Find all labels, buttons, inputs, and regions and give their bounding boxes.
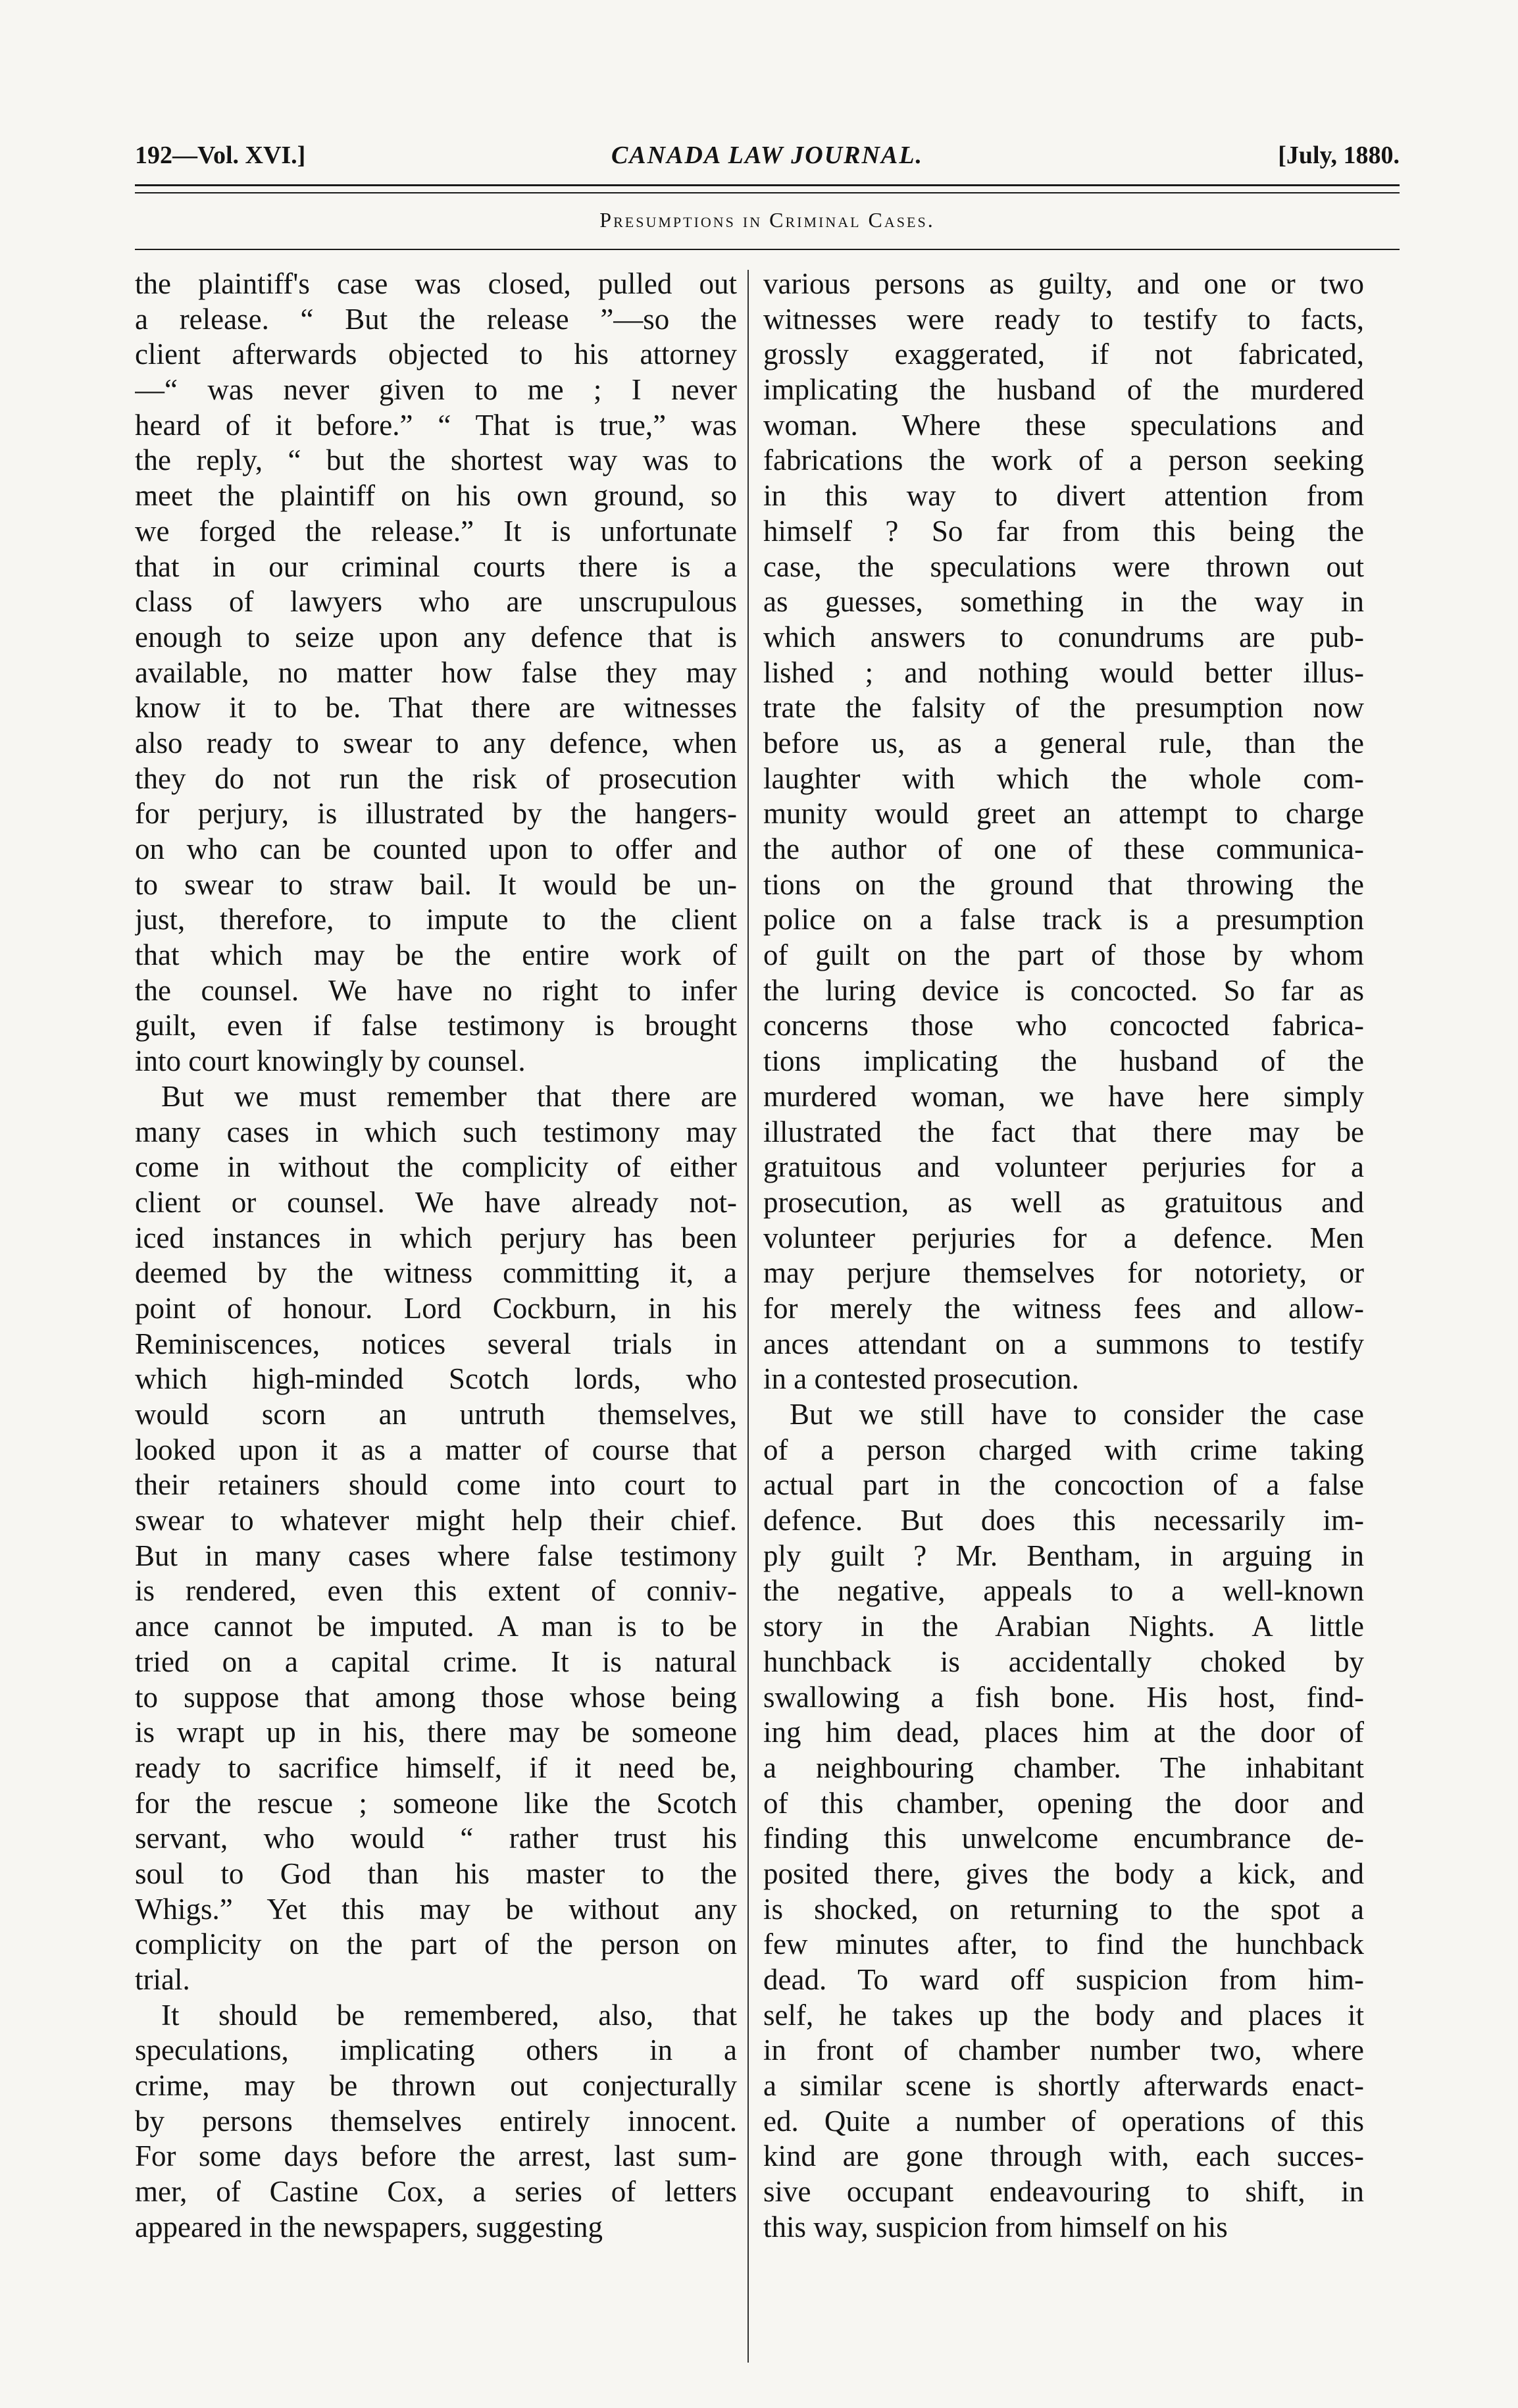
text-line: also ready to swear to any defence, when bbox=[135, 726, 737, 759]
text-line: ready to sacrifice himself, if it need be, bbox=[135, 1751, 737, 1784]
text-line: servant, who would “ rather trust his bbox=[135, 1822, 737, 1855]
text-line: gratuitous and volunteer perjuries for a bbox=[763, 1150, 1364, 1184]
text-line: which high-minded Scotch lords, who bbox=[135, 1362, 737, 1396]
text-line: —“ was never given to me ; I never bbox=[135, 373, 737, 407]
text-line: Whigs.” Yet this may be without any bbox=[135, 1892, 737, 1926]
text-line: ply guilt ? Mr. Bentham, in arguing in bbox=[763, 1539, 1364, 1572]
text-line: is shocked, on returning to the spot a bbox=[763, 1892, 1364, 1926]
issue-date: [July, 1880. bbox=[1278, 141, 1400, 169]
text-line: But we must remember that there are bbox=[161, 1079, 737, 1113]
text-line: as guesses, something in the way in bbox=[763, 585, 1364, 619]
text-line: that which may be the entire work of bbox=[135, 938, 737, 972]
text-line: various persons as guilty, and one or two bbox=[763, 267, 1364, 300]
text-line: is rendered, even this extent of conniv- bbox=[135, 1574, 737, 1608]
text-line: a neighbouring chamber. The inhabitant bbox=[763, 1751, 1364, 1784]
text-line: Reminiscences, notices several trials in bbox=[135, 1327, 737, 1360]
text-line: for perjury, is illustrated by the hangers- bbox=[135, 797, 737, 831]
text-line: client or counsel. We have already not- bbox=[135, 1185, 737, 1219]
text-line: this way, suspicion from himself on his bbox=[763, 2210, 1228, 2243]
text-line: the author of one of these communica- bbox=[763, 833, 1364, 865]
header-rule-thin bbox=[135, 192, 1400, 193]
text-line: ing him dead, places him at the door of bbox=[763, 1716, 1364, 1749]
text-line: kind are gone through with, each succes- bbox=[763, 2139, 1364, 2173]
text-line: fabrications the work of a person seeking bbox=[763, 444, 1364, 477]
text-line: speculations, implicating others in a bbox=[135, 2034, 737, 2067]
text-line: is wrapt up in his, there may be someone bbox=[135, 1716, 737, 1749]
text-line: many cases in which such testimony may bbox=[135, 1115, 737, 1148]
text-line: for the rescue ; someone like the Scotch bbox=[135, 1786, 737, 1820]
text-line: of this chamber, opening the door and bbox=[763, 1786, 1364, 1820]
text-line: iced instances in which perjury has been bbox=[135, 1221, 737, 1254]
text-line: crime, may be thrown out conjecturally bbox=[135, 2069, 737, 2103]
text-line: in a contested prosecution. bbox=[763, 1362, 1079, 1396]
text-line: on who can be counted upon to offer and bbox=[135, 833, 737, 865]
text-line: to suppose that among those whose being bbox=[135, 1680, 737, 1714]
text-line: soul to God than his master to the bbox=[135, 1857, 737, 1890]
text-line: self, he takes up the body and places it bbox=[763, 1998, 1364, 2032]
text-line: we forged the release.” It is unfortunate bbox=[135, 514, 737, 548]
text-line: in this way to divert attention from bbox=[763, 479, 1364, 513]
text-line: trate the falsity of the presumption now bbox=[763, 691, 1364, 725]
text-line: deemed by the witness committing it, a bbox=[135, 1256, 737, 1290]
text-line: actual part in the concoction of a false bbox=[763, 1468, 1364, 1502]
text-line: point of honour. Lord Cockburn, in his bbox=[135, 1291, 737, 1325]
text-line: murdered woman, we have here simply bbox=[763, 1079, 1364, 1113]
text-line: It should be remembered, also, that bbox=[161, 1998, 737, 2032]
text-line: case, the speculations were thrown out bbox=[763, 550, 1364, 583]
text-line: looked upon it as a matter of course that bbox=[135, 1433, 737, 1466]
text-line: grossly exaggerated, if not fabricated, bbox=[763, 338, 1364, 371]
text-line: come in without the complicity of either bbox=[135, 1150, 737, 1184]
text-line: dead. To ward off suspicion from him- bbox=[763, 1963, 1364, 1996]
text-line: in front of chamber number two, where bbox=[763, 2034, 1364, 2067]
text-line: But in many cases where false testimony bbox=[135, 1539, 737, 1572]
text-line: a similar scene is shortly afterwards enact- bbox=[763, 2069, 1364, 2103]
text-line: the reply, “ but the shortest way was to bbox=[135, 444, 737, 477]
text-line: class of lawyers who are unscrupulous bbox=[135, 585, 737, 619]
page-volume-label: 192—Vol. XVI.] bbox=[135, 141, 306, 169]
text-line: swear to whatever might help their chief. bbox=[135, 1504, 737, 1537]
text-line: the negative, appeals to a well-known bbox=[763, 1574, 1364, 1608]
text-line: enough to seize upon any defence that is bbox=[135, 620, 737, 653]
text-line: by persons themselves entirely innocent. bbox=[135, 2104, 737, 2138]
text-line: available, no matter how false they may bbox=[135, 655, 737, 689]
section-title: Presumptions in Criminal Cases. bbox=[599, 208, 935, 232]
text-line: for merely the witness fees and allow- bbox=[763, 1291, 1364, 1325]
text-line: few minutes after, to find the hunchback bbox=[763, 1928, 1364, 1961]
text-line: before us, as a general rule, than the bbox=[763, 726, 1364, 759]
journal-title: CANADA LAW JOURNAL. bbox=[611, 141, 924, 169]
text-line: they do not run the risk of prosecution bbox=[135, 761, 737, 795]
text-line: the counsel. We have no right to infer bbox=[135, 973, 737, 1007]
text-line: tions on the ground that throwing the bbox=[763, 867, 1364, 901]
text-line: munity would greet an attempt to charge bbox=[763, 797, 1364, 831]
text-line: ances attendant on a summons to testify bbox=[763, 1327, 1364, 1360]
text-line: into court knowingly by counsel. bbox=[135, 1044, 526, 1078]
text-line: police on a false track is a presumption bbox=[763, 903, 1364, 936]
text-line: to swear to straw bail. It would be un- bbox=[135, 867, 737, 901]
section-rule bbox=[135, 249, 1400, 250]
text-line: posited there, gives the body a kick, and bbox=[763, 1857, 1364, 1890]
text-line: know it to be. That there are witnesses bbox=[135, 691, 737, 725]
text-line: ance cannot be imputed. A man is to be bbox=[135, 1610, 737, 1643]
text-line: may perjure themselves for notoriety, or bbox=[763, 1256, 1364, 1290]
text-line: of a person charged with crime taking bbox=[763, 1433, 1364, 1466]
text-line: illustrated the fact that there may be bbox=[763, 1115, 1364, 1148]
text-line: meet the plaintiff on his own ground, so bbox=[135, 479, 737, 513]
left-text-column bbox=[135, 267, 737, 2366]
text-line: guilt, even if false testimony is brought bbox=[135, 1009, 737, 1042]
text-line: defence. But does this necessarily im- bbox=[763, 1504, 1364, 1537]
text-line: just, therefore, to impute to the client bbox=[135, 903, 737, 936]
text-line: For some days before the arrest, last sum- bbox=[135, 2139, 737, 2173]
text-line: the plaintiff's case was closed, pulled out bbox=[135, 267, 737, 300]
column-divider bbox=[747, 270, 749, 2363]
text-line: prosecution, as well as gratuitous and bbox=[763, 1185, 1364, 1219]
text-line: trial. bbox=[135, 1963, 190, 1996]
text-line: heard of it before.” “ That is true,” was bbox=[135, 408, 737, 442]
text-line: that in our criminal courts there is a bbox=[135, 550, 737, 583]
text-line: ed. Quite a number of operations of this bbox=[763, 2104, 1364, 2138]
text-line: woman. Where these speculations and bbox=[763, 408, 1364, 442]
text-line: But we still have to consider the case bbox=[790, 1398, 1364, 1431]
text-line: the luring device is concocted. So far as bbox=[763, 973, 1364, 1007]
text-line: would scorn an untruth themselves, bbox=[135, 1398, 737, 1431]
text-line: volunteer perjuries for a defence. Men bbox=[763, 1221, 1364, 1254]
text-line: their retainers should come into court to bbox=[135, 1468, 737, 1502]
text-line: a release. “ But the release ”—so the bbox=[135, 302, 737, 336]
text-line: swallowing a fish bone. His host, find- bbox=[763, 1680, 1364, 1714]
text-line: himself ? So far from this being the bbox=[763, 514, 1364, 548]
running-header bbox=[135, 136, 1400, 175]
text-line: which answers to conundrums are pub- bbox=[763, 620, 1364, 653]
text-line: complicity on the part of the person on bbox=[135, 1928, 737, 1961]
text-line: sive occupant endeavouring to shift, in bbox=[763, 2175, 1364, 2209]
text-line: appeared in the newspapers, suggesting bbox=[135, 2210, 603, 2243]
text-line: lished ; and nothing would better illus- bbox=[763, 655, 1364, 689]
text-line: witnesses were ready to testify to facts, bbox=[763, 302, 1364, 336]
header-rule-thick bbox=[135, 184, 1400, 186]
text-line: concerns those who concocted fabrica- bbox=[763, 1009, 1364, 1042]
text-line: tried on a capital crime. It is natural bbox=[135, 1645, 737, 1678]
right-text-column bbox=[763, 267, 1364, 2366]
text-line: implicating the husband of the murdered bbox=[763, 373, 1364, 407]
text-line: hunchback is accidentally choked by bbox=[763, 1645, 1364, 1678]
text-line: client afterwards objected to his attorney bbox=[135, 338, 737, 371]
text-line: tions implicating the husband of the bbox=[763, 1044, 1364, 1078]
text-line: laughter with which the whole com- bbox=[763, 761, 1364, 795]
text-line: mer, of Castine Cox, a series of letters bbox=[135, 2175, 737, 2209]
text-line: of guilt on the part of those by whom bbox=[763, 938, 1364, 972]
text-line: story in the Arabian Nights. A little bbox=[763, 1610, 1364, 1643]
text-line: finding this unwelcome encumbrance de- bbox=[763, 1822, 1364, 1855]
